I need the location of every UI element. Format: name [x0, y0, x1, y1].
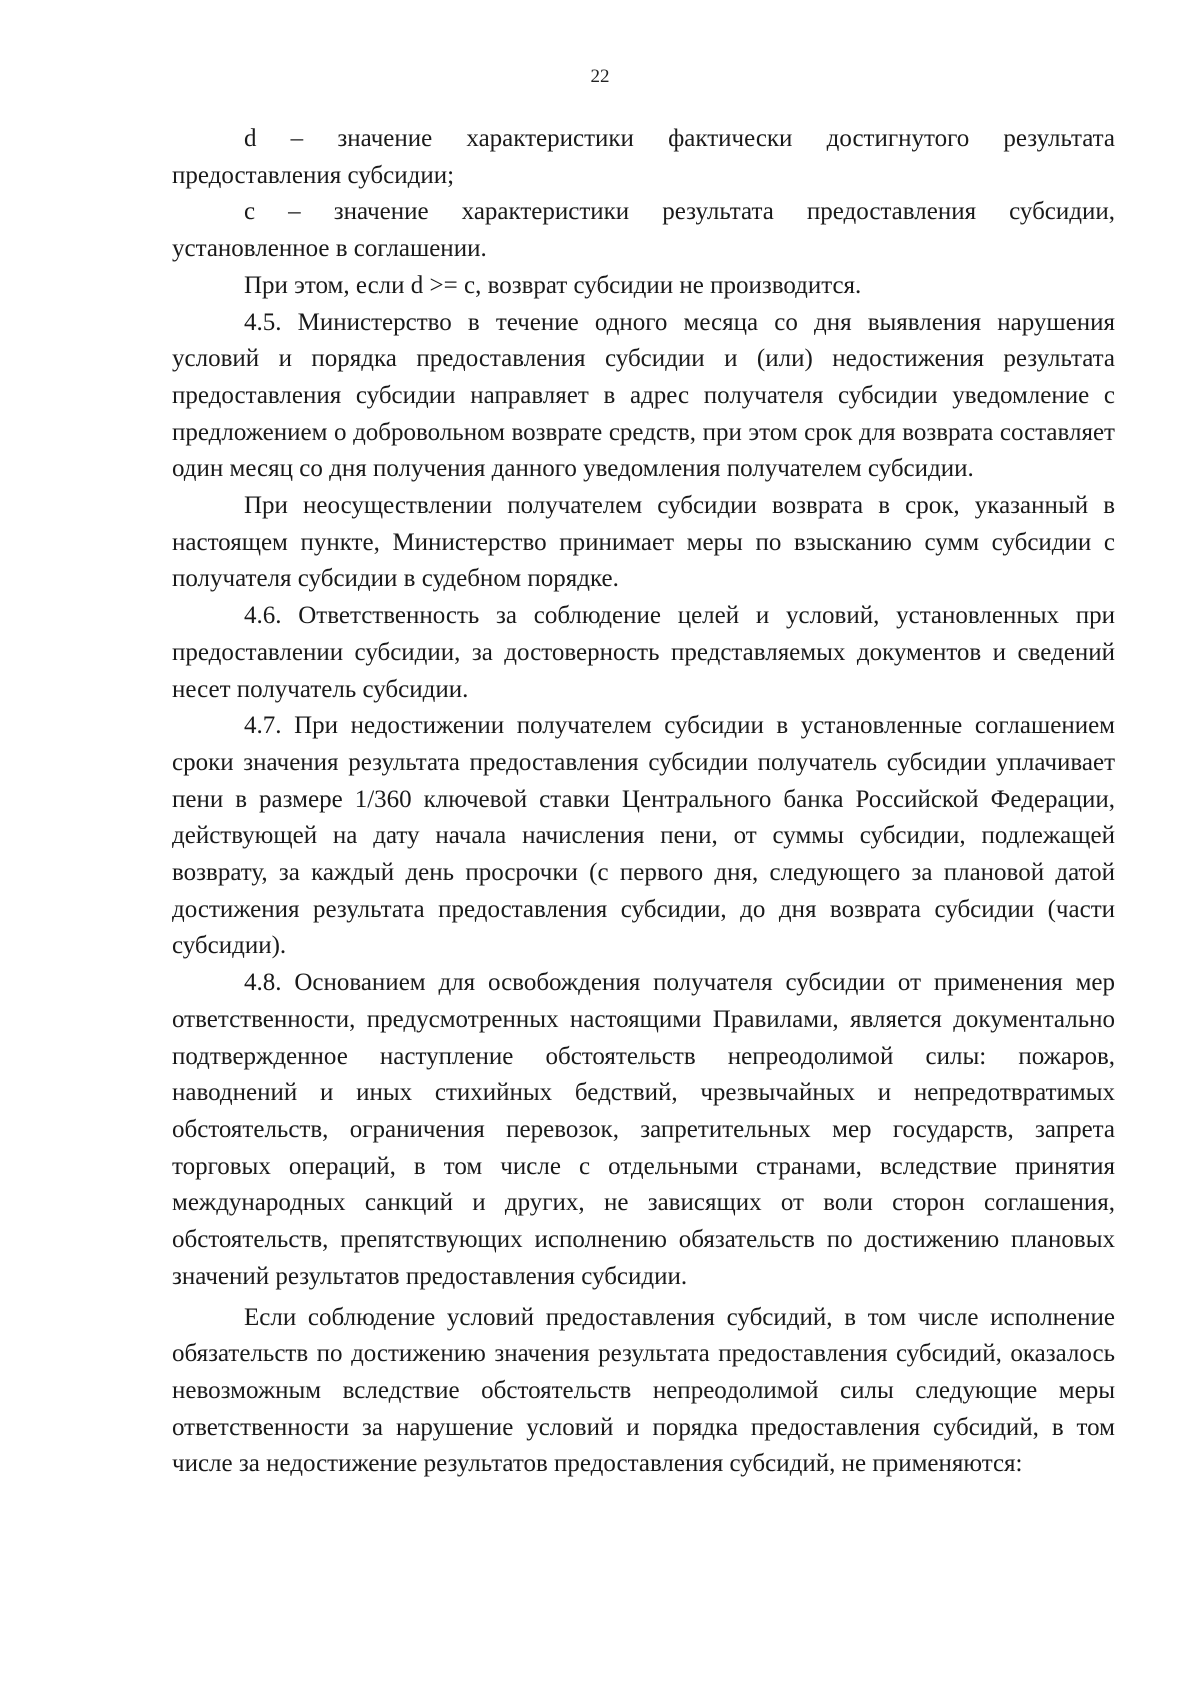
document-body	[172, 121, 1115, 1483]
paragraph-4-6: 4.6. Ответственность за соблюдение целей и условий, установленных при предоставлении субсидии, за достоверность представляемых документов и сведений несет получатель субсидии.	[172, 602, 1115, 703]
paragraph-d-definition: d – значение характеристики фактически достигнутого результата предоставления субсидии;	[172, 125, 1115, 189]
paragraph-4-5-enforcement: При неосуществлении получателем субсидии возврата в срок, указанный в настоящем пункте, Министерство принимает меры по взысканию сумм субсидии с получателя субсидии в судебном порядке.	[172, 492, 1115, 593]
paragraph-4-5: 4.5. Министерство в течение одного месяца со дня выявления нарушения условий и порядка предоставления субсидии и (или) недостижения результата предоставления субсидии направляет в адрес получателя субсидии уведомление с предложением о добровольном возврате средств, при этом срок для возврата составляет один месяц со дня получения данного уведомления получателем субсидии.	[172, 308, 1115, 483]
paragraph-4-7: 4.7. При недостижении получателем субсидии в установленные соглашением сроки значения результата предоставления субсидии получатель субсидии уплачивает пени в размере 1/360 ключевой ставки Центрального банка Российской Федерации, действующей на дату начала начисления пени, от суммы субсидии, подлежащей возврату, за каждый день просрочки (с первого дня, следующего за плановой датой достижения результата предоставления субсидии, до дня возврата субсидии (части субсидии).	[172, 712, 1115, 960]
paragraph-4-8: 4.8. Основанием для освобождения получателя субсидии от применения мер ответственности, предусмотренных настоящими Правилами, является документально подтвержденное наступление обстоятельств непреодолимой силы: пожаров, наводнений и иных стихийных бедствий, чрезвычайных и непредотвратимых обстоятельств, ограничения перевозок, запретительных мер государств, запрета торговых операций, в том числе с отдельными странами, вследствие принятия международных санкций и других, не зависящих от воли сторон соглашения, обстоятельств, препятствующих исполнению обязательств по достижению плановых значений результатов предоставления субсидии.	[172, 969, 1115, 1290]
page-number: 22	[590, 66, 610, 87]
paragraph-no-return-condition: При этом, если d >= c, возврат субсидии не производится.	[244, 271, 862, 299]
paragraph-c-definition: c – значение характеристики результата предоставления субсидии, установленное в соглашении.	[172, 198, 1115, 263]
paragraph-force-majeure: Если соблюдение условий предоставления субсидий, в том числе исполнение обязательств по достижению значения результата предоставления субсидий, оказалось невозможным вследствие обстоятельств непреодолимой силы следующие меры ответственности за нарушение условий и порядка предоставления субсидий, в том числе за недостижение результатов предоставления субсидий, не применяются:	[172, 1303, 1115, 1478]
